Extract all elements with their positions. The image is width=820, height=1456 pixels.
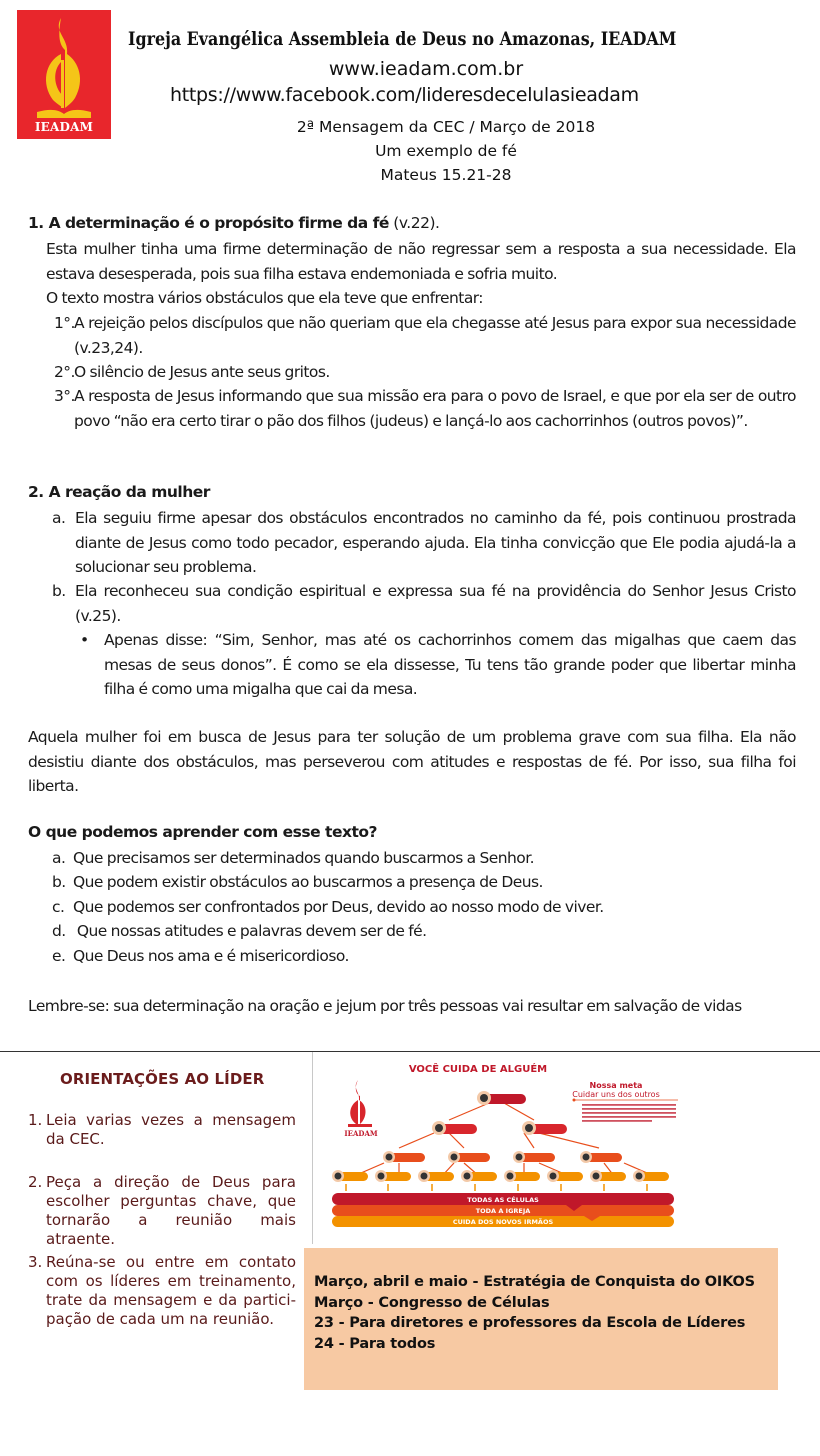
reminder-text: Lembre-se: sua determinação na oração e jejum por três pessoas vai resultar em salvação de vidas: [28, 997, 742, 1015]
bible-reference: Mateus 15.21-28: [380, 166, 512, 184]
lessons-heading: O que podemos aprender com esse texto?: [28, 823, 378, 841]
leader-guide-title: ORIENTAÇÕES AO LÍDER: [60, 1070, 265, 1088]
events-box: [304, 1248, 778, 1390]
guide-item: 1. Leia varias vezes a mensagem da CEC.: [28, 1111, 296, 1148]
ieadam-mini-logo-icon: [344, 1080, 378, 1138]
goal-title: Nossa meta: [589, 1081, 643, 1090]
care-hierarchy-diagram: [324, 1058, 678, 1228]
svg-text:TODA A IGREJA: TODA A IGREJA: [475, 1207, 531, 1215]
lesson-item: a. Que precisamos ser determinados quando buscarmos a Senhor.: [52, 849, 535, 867]
section2-heading: 2. A reação da mulher: [28, 483, 210, 501]
message-info: 2ª Mensagem da CEC / Março de 2018: [296, 118, 596, 136]
obstacle-item: 3°. A resposta de Jesus informando que sua missão era para o povo de Israel, e que por ela ser de outro povo “não era certo tirar o pão dos filhos (judeus) e lançá-lo aos cachorrinhos (outros povos)”.: [54, 387, 796, 430]
reaction-item: a. Ela seguiu firme apesar dos obstáculos encontrados no caminho da fé, pois continuou prostrada diante de Jesus como todo pecador, esperando ajuda. Ela tinha convicção que Ele podia ajudá-la a solucionar seu problema.: [52, 509, 796, 576]
lesson-item: b. Que podem existir obstáculos ao buscarmos a presença de Deus.: [52, 873, 543, 891]
reaction-item: b. Ela reconheceu sua condição espiritual e expressa sua fé na providência do Senhor Jesus Cristo (v.25).: [52, 582, 796, 625]
svg-text:CUIDA DOS NOVOS IRMÃOS: CUIDA DOS NOVOS IRMÃOS: [452, 1218, 554, 1226]
summary-paragraph: Aquela mulher foi em busca de Jesus para ter solução de um problema grave com sua filha. Ela não desistiu diante dos obstáculos, mas perseverou com atitudes e respostas de fé. Por isso, sua filha foi liberta.: [28, 728, 796, 795]
svg-text:TODAS AS CÉLULAS: TODAS AS CÉLULAS: [467, 1196, 539, 1204]
church-title: Igreja Evangélica Assembleia de Deus no Amazonas, IEADAM: [128, 29, 677, 50]
svg-text:IEADAM: IEADAM: [344, 1129, 378, 1138]
logo-text: IEADAM: [34, 120, 94, 134]
website-link[interactable]: www.ieadam.com.br: [328, 58, 524, 80]
guide-item: 2. Peça a direção de Deus para escolher perguntas chave, que tornarão a reunião mais atraente.: [28, 1173, 296, 1248]
guide-item: 3. Reúna-se ou entre em contato com os líderes em treinamento, trate da mensagem e da partici-pação de cada um na reunião.: [28, 1253, 296, 1328]
section-divider: [0, 1051, 820, 1052]
obstacle-item: 2°. O silêncio de Jesus ante seus gritos.: [54, 363, 330, 381]
infographic-title: VOCÊ CUIDA DE ALGUÉM: [408, 1064, 548, 1075]
obstacle-item: 1°. A rejeição pelos discípulos que não queriam que ela chegasse até Jesus para expor sua necessidade (v.23,24).: [54, 314, 796, 357]
lesson-item: e. Que Deus nos ama e é misericordioso.: [52, 947, 349, 965]
message-subtitle: Um exemplo de fé: [375, 142, 517, 160]
lesson-item: c. Que podemos ser confrontados por Deus, devido ao nosso modo de viver.: [52, 898, 604, 916]
column-divider: [312, 1052, 313, 1244]
event-line: 24 - Para todos: [314, 1335, 436, 1352]
quote-bullet: • Apenas disse: “Sim, Senhor, mas até os cachorrinhos comem das migalhas que caem das mesas de seus donos”. É como se ela dissesse, Tu tens tão grande poder que libertar minha filha é como uma migalha que cai da mesa.: [80, 631, 796, 698]
goal-subtitle: Cuidar uns dos outros: [572, 1090, 660, 1099]
event-line: Março, abril e maio - Estratégia de Conquista do OIKOS: [314, 1274, 755, 1290]
facebook-link[interactable]: https://www.facebook.com/lideresdecelulasieadam: [170, 84, 639, 106]
section1-paragraph: Esta mulher tinha uma firme determinação de não regressar sem a resposta a sua necessidade. Ela estava desesperada, pois sua filha estava endemoniada e sofria muito.: [46, 240, 796, 283]
section1-heading: 1. A determinação é o propósito firme da fé (v.22).: [28, 214, 440, 232]
section1-intro: O texto mostra vários obstáculos que ela teve que enfrentar:: [46, 289, 483, 307]
event-line: Março - Congresso de Células: [314, 1294, 550, 1311]
event-line: 23 - Para diretores e professores da Escola de Líderes: [314, 1315, 746, 1331]
lesson-item: d. Que nossas atitudes e palavras devem ser de fé.: [52, 922, 427, 940]
care-infographic: [324, 1058, 678, 1228]
